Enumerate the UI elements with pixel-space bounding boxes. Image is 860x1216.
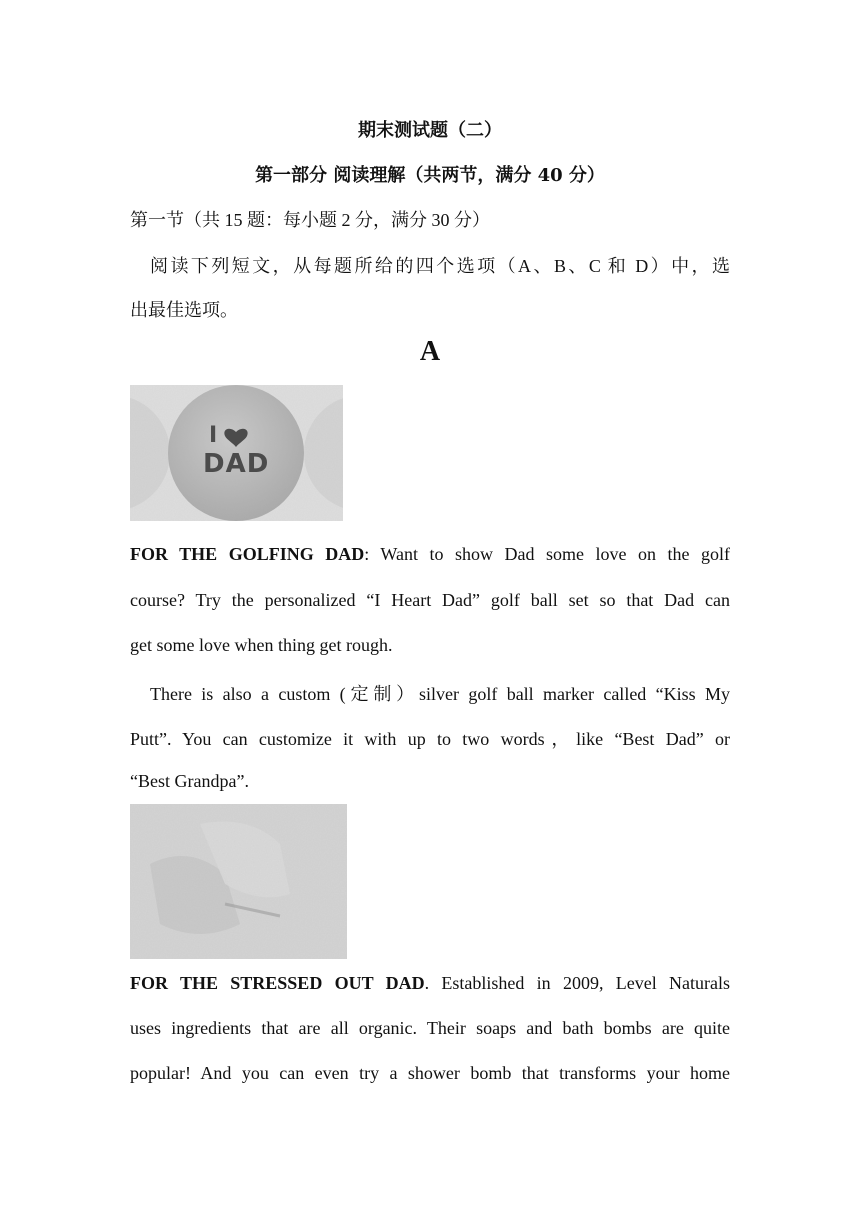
golf-paragraph-line-5: Putt”. You can customize it with up to two words，like “Best Dad” or (130, 729, 730, 749)
golf-paragraph-line-6: “Best Grandpa”. (130, 771, 249, 791)
golf-paragraph-line-2: course? Try the personalized “I Heart Dad” golf ball set so that Dad can (130, 590, 730, 610)
instruction-line-2: 出最佳选项。 (130, 300, 238, 320)
golf-paragraph-line-3: get some love when thing get rough. (130, 635, 393, 655)
section-heading: 第一节（共 15 题：每小题 2 分，满分 30 分） (130, 210, 490, 230)
ball-i-text: I (209, 423, 218, 448)
golf-paragraph-line-1: FOR THE GOLFING DAD: Want to show Dad some love on the golf (130, 544, 730, 564)
golf-ball-image (130, 385, 343, 521)
part-title: 第一部分 阅读理解（共两节，满分 40 分） (255, 165, 605, 186)
golf-heading: FOR THE GOLFING DAD (130, 544, 365, 564)
exam-title: 期末测试题（二） (358, 120, 502, 141)
golf-paragraph-line-4: There is also a custom (定制）silver golf ball marker called “Kiss My (150, 684, 730, 704)
stressed-heading: FOR THE STRESSED OUT DAD (130, 973, 425, 993)
instruction-line-1: 阅读下列短文，从每题所给的四个选项（A、B、C 和 D）中，选 (150, 256, 730, 276)
stressed-paragraph-line-2: uses ingredients that are all organic. Their soaps and bath bombs are quite (130, 1018, 730, 1038)
ball-dad-text: DAD (203, 449, 270, 479)
passage-letter: A (419, 336, 441, 367)
stressed-paragraph-line-1: FOR THE STRESSED OUT DAD. Established in 2009, Level Naturals (130, 973, 730, 993)
stressed-paragraph-line-3: popular! And you can even try a shower bomb that transforms your home (130, 1063, 730, 1083)
bath-products-image (130, 804, 347, 959)
